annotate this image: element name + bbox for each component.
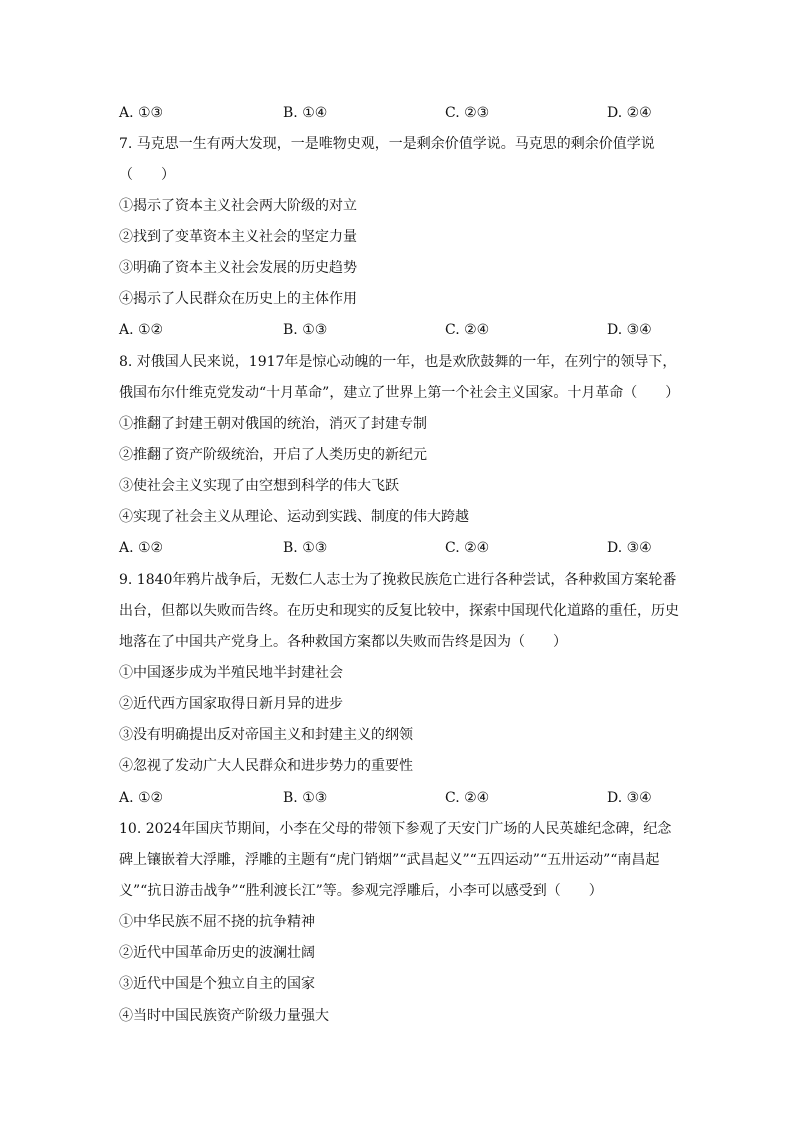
q8-item-2: ②推翻了资产阶级统治，开启了人类历史的新纪元 [119, 447, 427, 463]
q8-item-3: ③使社会主义实现了由空想到科学的伟大飞跃 [119, 478, 399, 494]
q7-item-4: ④揭示了人民群众在历史上的主体作用 [119, 291, 357, 307]
q9-item-3: ③没有明确提出反对帝国主义和封建主义的纲领 [119, 727, 413, 743]
q7-option-d[interactable]: D. ③④ [607, 322, 652, 338]
q7-option-c[interactable]: C. ②④ [445, 322, 490, 338]
q10-stem-line-2: 碑上镶嵌着大浮雕，浮雕的主题有“虎门销烟”“武昌起义”“五四运动”“五卅运动”“南昌起 [119, 852, 660, 868]
q9-item-2: ②近代西方国家取得日新月异的进步 [119, 696, 343, 712]
q10-item-1: ①中华民族不屈不挠的抗争精神 [119, 914, 315, 930]
q8-option-c[interactable]: C. ②④ [445, 540, 490, 556]
q9-option-a[interactable]: A. ①② [119, 790, 164, 806]
q6-options [119, 103, 679, 123]
q9-option-d[interactable]: D. ③④ [607, 790, 652, 806]
q6-option-c[interactable]: C. ②③ [445, 105, 490, 121]
q9-item-1: ①中国逐步成为半殖民地半封建社会 [119, 665, 343, 681]
q7-item-3: ③明确了资本主义社会发展的历史趋势 [119, 260, 357, 276]
q10-stem-line-3: 义”“抗日游击战争”“胜利渡长江”等。参观完浮雕后，小李可以感受到（ ） [119, 883, 603, 899]
q10-item-3: ③近代中国是个独立自主的国家 [119, 976, 315, 992]
q7-item-2: ②找到了变革资本主义社会的坚定力量 [119, 229, 357, 245]
q9-item-4: ④忽视了发动广大人民群众和进步势力的重要性 [119, 758, 413, 774]
q8-item-4: ④实现了社会主义从理论、运动到实践、制度的伟大跨越 [119, 509, 469, 525]
q7-options [119, 320, 679, 340]
q8-stem-line-1: 8. 对俄国人民来说，1917年是惊心动魄的一年，也是欢欣鼓舞的一年，在列宁的领导下， [119, 354, 677, 370]
q7-item-1: ①揭示了资本主义社会两大阶级的对立 [119, 198, 357, 214]
q7-stem-line-2: （ ） [119, 167, 175, 183]
q9-option-b[interactable]: B. ①③ [283, 790, 328, 806]
q10-item-2: ②近代中国革命历史的波澜壮阔 [119, 945, 315, 961]
q8-option-a[interactable]: A. ①② [119, 540, 164, 556]
q8-stem-line-2: 俄国布尔什维克党发动“十月革命”，建立了世界上第一个社会主义国家。十月革命（ ） [119, 385, 680, 401]
q8-options [119, 538, 679, 558]
q6-option-a[interactable]: A. ①③ [119, 105, 164, 121]
q10-item-4: ④当时中国民族资产阶级力量强大 [119, 1008, 329, 1024]
q8-item-1: ①推翻了封建王朝对俄国的统治，消灭了封建专制 [119, 416, 427, 432]
q9-stem-line-1: 9. 1840年鸦片战争后，无数仁人志士为了挽救民族危亡进行各种尝试，各种救国方案轮番 [119, 572, 677, 588]
q9-stem-line-2: 出台，但都以失败而告终。在历史和现实的反复比较中，探索中国现代化道路的重任，历史 [119, 603, 679, 619]
q6-option-b[interactable]: B. ①④ [283, 105, 328, 121]
q9-options [119, 788, 679, 808]
q9-stem-line-3: 地落在了中国共产党身上。各种救国方案都以失败而告终是因为（ ） [119, 634, 567, 650]
q8-option-d[interactable]: D. ③④ [607, 540, 652, 556]
q6-option-d[interactable]: D. ②④ [607, 105, 652, 121]
q7-stem-line-1: 7. 马克思一生有两大发现，一是唯物史观，一是剩余价值学说。马克思的剩余价值学说 [119, 136, 655, 152]
q9-option-c[interactable]: C. ②④ [445, 790, 490, 806]
q10-stem-line-1: 10. 2024年国庆节期间，小李在父母的带领下参观了天安门广场的人民英雄纪念碑，纪念 [119, 821, 672, 837]
q7-option-a[interactable]: A. ①② [119, 322, 164, 338]
q7-option-b[interactable]: B. ①③ [283, 322, 328, 338]
q8-option-b[interactable]: B. ①③ [283, 540, 328, 556]
